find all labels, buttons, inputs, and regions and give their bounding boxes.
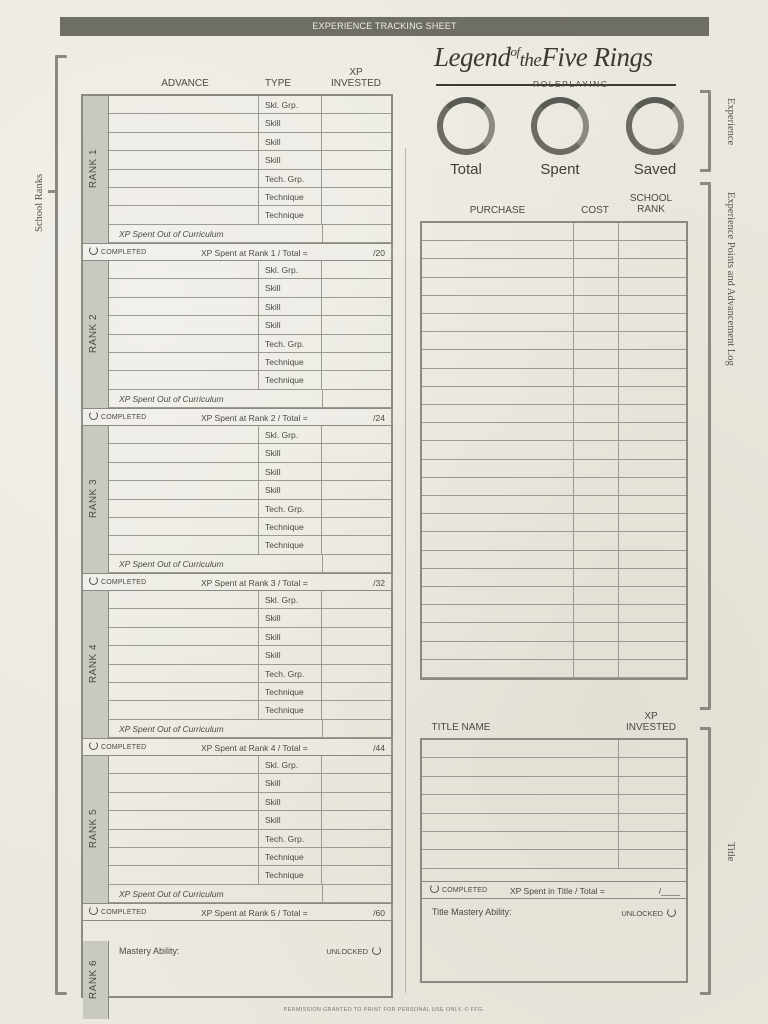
- advance-row: [109, 316, 391, 334]
- purchase-row[interactable]: [422, 623, 686, 641]
- advance-cell[interactable]: [109, 683, 259, 700]
- xp-cell[interactable]: [322, 133, 391, 150]
- logo: [434, 42, 679, 84]
- type-cell: Technique: [259, 353, 322, 370]
- ring-checkbox-icon: [89, 576, 98, 585]
- unlocked-checkbox[interactable]: [326, 946, 381, 956]
- title-row[interactable]: [422, 740, 686, 758]
- logo-of: of: [510, 44, 520, 59]
- advance-cell[interactable]: [109, 701, 259, 718]
- advance-cell[interactable]: [109, 463, 259, 480]
- rank-label: RANK 5: [88, 809, 100, 849]
- advance-cell[interactable]: [109, 279, 259, 296]
- out-of-curriculum-label: XP Spent Out of Curriculum: [119, 888, 224, 899]
- xp-cell[interactable]: [322, 444, 391, 461]
- completed-checkbox[interactable]: [89, 739, 146, 757]
- type-cell: Skl. Grp.: [259, 426, 322, 443]
- purchase-row[interactable]: [422, 259, 686, 277]
- advance-cell[interactable]: [109, 665, 259, 682]
- advancement-brace-cap-top: [700, 182, 710, 185]
- rank-total-label: XP Spent at Rank 5 / Total =: [201, 907, 308, 918]
- advance-row: [109, 114, 391, 132]
- experience-brace: [708, 90, 711, 172]
- xp-cell[interactable]: [322, 811, 391, 828]
- type-cell: Technique: [259, 188, 322, 205]
- title-table: [420, 738, 688, 983]
- advance-cell[interactable]: [109, 114, 259, 131]
- completed-label: COMPLETED: [442, 886, 488, 894]
- xp-cell[interactable]: [322, 170, 391, 187]
- rank-total-max: /20: [373, 247, 385, 258]
- ring-checkbox-icon: [89, 246, 98, 255]
- type-cell: Tech. Grp.: [259, 170, 322, 187]
- xp-cell[interactable]: [322, 353, 391, 370]
- out-of-curriculum-row[interactable]: [109, 390, 391, 408]
- advance-row: [109, 536, 391, 554]
- advance-cell[interactable]: [109, 353, 259, 370]
- type-cell: Skill: [259, 481, 322, 498]
- rank-strip: [83, 591, 109, 738]
- type-cell: Skill: [259, 316, 322, 333]
- xp-cell[interactable]: [322, 335, 391, 352]
- completed-checkbox[interactable]: [89, 409, 146, 427]
- rank-strip: [83, 261, 109, 408]
- logo-subtitle: ROLEPLAYING: [533, 79, 609, 89]
- type-cell: Technique: [259, 701, 322, 718]
- advance-row: [109, 793, 391, 811]
- out-of-curriculum-label: XP Spent Out of Curriculum: [119, 723, 224, 734]
- xp-cell[interactable]: [322, 609, 391, 626]
- xp-cell[interactable]: [322, 426, 391, 443]
- advancement-log-label: Experience Points and Advancement Log: [725, 192, 736, 366]
- type-cell: Tech. Grp.: [259, 500, 322, 517]
- ring-checkbox-icon: [89, 906, 98, 915]
- rank-total-row: [81, 573, 393, 591]
- out-of-curriculum-label: XP Spent Out of Curriculum: [119, 228, 224, 239]
- xp-cell[interactable]: [322, 151, 391, 168]
- advance-cell[interactable]: [109, 335, 259, 352]
- title-row[interactable]: [422, 832, 686, 850]
- advance-cell[interactable]: [109, 298, 259, 315]
- type-header: TYPE: [264, 78, 292, 89]
- type-cell: Skill: [259, 811, 322, 828]
- title-total-row: [422, 881, 686, 899]
- advance-row: [109, 426, 391, 444]
- out-of-curriculum-label: XP Spent Out of Curriculum: [119, 558, 224, 569]
- advance-cell[interactable]: [109, 206, 259, 223]
- advance-cell[interactable]: [109, 811, 259, 828]
- ring-checkbox-icon: [372, 946, 381, 955]
- advance-row: [109, 170, 391, 188]
- advance-cell[interactable]: [109, 96, 259, 113]
- advance-cell[interactable]: [109, 316, 259, 333]
- type-cell: Skill: [259, 609, 322, 626]
- column-divider: [573, 223, 574, 678]
- purchase-row[interactable]: [422, 423, 686, 441]
- xp-cell[interactable]: [322, 866, 391, 883]
- saved-xp-ring[interactable]: [626, 97, 684, 155]
- xp-cell[interactable]: [322, 646, 391, 663]
- advance-cell[interactable]: [109, 500, 259, 517]
- out-of-curriculum-row[interactable]: [109, 225, 391, 243]
- school-ranks-brace: [55, 55, 58, 995]
- rank-label: RANK 3: [88, 479, 100, 519]
- type-cell: Skl. Grp.: [259, 756, 322, 773]
- out-of-curriculum-row[interactable]: [109, 555, 391, 573]
- rank-total-label: XP Spent at Rank 2 / Total =: [201, 412, 308, 423]
- rank-label: RANK 4: [88, 644, 100, 684]
- unlocked-label: UNLOCKED: [621, 908, 663, 918]
- out-of-curriculum-xp-cell[interactable]: [322, 555, 391, 572]
- purchase-row[interactable]: [422, 223, 686, 241]
- rank-total-max: /44: [373, 742, 385, 753]
- xp-cell[interactable]: [322, 316, 391, 333]
- xp-cell[interactable]: [322, 848, 391, 865]
- completed-label: COMPLETED: [101, 413, 147, 421]
- title-name-header: TITLE NAME: [431, 722, 491, 733]
- xp-cell[interactable]: [322, 371, 391, 388]
- xp-cell[interactable]: [322, 298, 391, 315]
- advance-row: [109, 335, 391, 353]
- purchase-row[interactable]: [422, 296, 686, 314]
- type-cell: Technique: [259, 848, 322, 865]
- advance-cell[interactable]: [109, 518, 259, 535]
- title-row[interactable]: [422, 777, 686, 795]
- advance-row: [109, 756, 391, 774]
- type-cell: Technique: [259, 206, 322, 223]
- advance-cell[interactable]: [109, 756, 259, 773]
- type-cell: Skill: [259, 646, 322, 663]
- xp-cell[interactable]: [322, 756, 391, 773]
- total-caption: Total: [450, 161, 482, 178]
- type-cell: Skill: [259, 628, 322, 645]
- type-cell: Technique: [259, 536, 322, 553]
- purchase-row[interactable]: [422, 405, 686, 423]
- type-cell: Skl. Grp.: [259, 261, 322, 278]
- advance-row: [109, 353, 391, 371]
- advance-cell[interactable]: [109, 170, 259, 187]
- purchase-row[interactable]: [422, 605, 686, 623]
- out-of-curriculum-row[interactable]: [109, 720, 391, 738]
- title-brace: [708, 727, 711, 995]
- xp-cell[interactable]: [322, 96, 391, 113]
- purchase-row[interactable]: [422, 314, 686, 332]
- logo-legend: Legend: [434, 42, 511, 72]
- rank-block: [83, 96, 391, 261]
- advance-cell[interactable]: [109, 371, 259, 388]
- purchase-row[interactable]: [422, 514, 686, 532]
- out-of-curriculum-xp-cell[interactable]: [322, 885, 391, 902]
- xp-cell[interactable]: [322, 591, 391, 608]
- title-label: Title: [725, 842, 736, 862]
- purchase-row[interactable]: [422, 478, 686, 496]
- title-brace-cap-bottom: [700, 992, 710, 995]
- header-bar: [60, 17, 709, 36]
- xp-cell[interactable]: [322, 830, 391, 847]
- rank-label: RANK 6: [88, 959, 100, 1000]
- advance-row: [109, 444, 391, 462]
- advance-cell[interactable]: [109, 866, 259, 883]
- xp-cell[interactable]: [322, 774, 391, 791]
- rank-label: RANK 1: [88, 149, 100, 189]
- column-divider: [618, 740, 619, 869]
- advance-row: [109, 371, 391, 389]
- advance-row: [109, 811, 391, 829]
- type-cell: Skill: [259, 298, 322, 315]
- title-row[interactable]: [422, 795, 686, 813]
- advance-cell[interactable]: [109, 591, 259, 608]
- brace-cap-bottom: [55, 992, 67, 995]
- completed-checkbox[interactable]: [430, 882, 487, 900]
- advance-row: [109, 665, 391, 683]
- title-total-label: XP Spent in Title / Total =: [510, 885, 605, 896]
- advance-row: [109, 774, 391, 792]
- purchase-row[interactable]: [422, 241, 686, 259]
- advance-row: [109, 500, 391, 518]
- xp-cell[interactable]: [322, 261, 391, 278]
- advance-cell[interactable]: [109, 188, 259, 205]
- purchase-row[interactable]: [422, 532, 686, 550]
- advance-cell[interactable]: [109, 830, 259, 847]
- mastery-ability-label: Mastery Ability:: [119, 946, 180, 956]
- rank-strip: [83, 96, 109, 243]
- experience-brace-cap-bottom: [700, 169, 710, 172]
- out-of-curriculum-xp-cell[interactable]: [322, 225, 391, 242]
- out-of-curriculum-xp-cell[interactable]: [322, 720, 391, 737]
- advance-row: [109, 481, 391, 499]
- ring-checkbox-icon: [89, 411, 98, 420]
- xp-cell[interactable]: [322, 665, 391, 682]
- sheet-title: EXPERIENCE TRACKING SHEET: [312, 21, 457, 31]
- type-cell: Skill: [259, 774, 322, 791]
- rank-total-row: [81, 738, 393, 756]
- advance-row: [109, 298, 391, 316]
- purchase-table: [420, 221, 688, 680]
- type-cell: Skill: [259, 133, 322, 150]
- rank-block: [83, 426, 391, 591]
- rank-total-max: /24: [373, 412, 385, 423]
- completed-label: COMPLETED: [101, 743, 147, 751]
- type-cell: Tech. Grp.: [259, 335, 322, 352]
- purchase-row[interactable]: [422, 387, 686, 405]
- advance-cell[interactable]: [109, 848, 259, 865]
- advance-row: [109, 646, 391, 664]
- saved-caption: Saved: [633, 161, 677, 178]
- rank-total-label: XP Spent at Rank 1 / Total =: [201, 247, 308, 258]
- school-ranks-label: School Ranks: [34, 173, 45, 232]
- advance-cell[interactable]: [109, 536, 259, 553]
- advance-row: [109, 848, 391, 866]
- rank-strip: [83, 426, 109, 573]
- type-cell: Skl. Grp.: [259, 591, 322, 608]
- advance-cell[interactable]: [109, 628, 259, 645]
- advance-cell[interactable]: [109, 151, 259, 168]
- spent-xp-ring[interactable]: [531, 97, 589, 155]
- advance-row: [109, 866, 391, 884]
- advance-row: [109, 518, 391, 536]
- advance-row: [109, 830, 391, 848]
- purchase-row[interactable]: [422, 496, 686, 514]
- type-cell: Technique: [259, 371, 322, 388]
- purchase-row[interactable]: [422, 460, 686, 478]
- type-cell: Technique: [259, 866, 322, 883]
- xp-cell[interactable]: [322, 481, 391, 498]
- advance-row: [109, 683, 391, 701]
- advance-row: [109, 463, 391, 481]
- total-xp-ring[interactable]: [437, 97, 495, 155]
- ring-checkbox-icon: [667, 908, 676, 917]
- ring-checkbox-icon: [430, 884, 439, 893]
- xp-cell[interactable]: [322, 114, 391, 131]
- completed-label: COMPLETED: [101, 578, 147, 586]
- rank-total-label: XP Spent at Rank 4 / Total =: [201, 742, 308, 753]
- xp-invested-header: XP INVESTED: [330, 67, 381, 89]
- type-cell: Skill: [259, 793, 322, 810]
- advancement-brace: [708, 182, 711, 710]
- type-cell: Skill: [259, 444, 322, 461]
- purchase-row[interactable]: [422, 332, 686, 350]
- advance-cell[interactable]: [109, 609, 259, 626]
- purchase-row[interactable]: [422, 642, 686, 660]
- xp-cell[interactable]: [322, 188, 391, 205]
- cost-header: COST: [581, 205, 609, 216]
- experience-brace-cap-top: [700, 90, 710, 93]
- column-separator: [405, 148, 406, 993]
- completed-checkbox[interactable]: [89, 574, 146, 592]
- rank-label: RANK 2: [88, 314, 100, 354]
- title-row[interactable]: [422, 814, 686, 832]
- spent-caption: Spent: [540, 161, 580, 178]
- type-cell: Skill: [259, 114, 322, 131]
- xp-cell[interactable]: [322, 500, 391, 517]
- type-cell: Skill: [259, 151, 322, 168]
- completed-checkbox[interactable]: [89, 244, 146, 262]
- rank-block: [83, 591, 391, 756]
- type-cell: Technique: [259, 683, 322, 700]
- advance-row: [109, 151, 391, 169]
- advance-cell[interactable]: [109, 426, 259, 443]
- advance-row: [109, 609, 391, 627]
- purchase-row[interactable]: [422, 587, 686, 605]
- out-of-curriculum-label: XP Spent Out of Curriculum: [119, 393, 224, 404]
- completed-label: COMPLETED: [101, 248, 147, 256]
- rank-block: [83, 756, 391, 921]
- rank-total-label: XP Spent at Rank 3 / Total =: [201, 577, 308, 588]
- experience-label: Experience: [725, 98, 736, 146]
- title-brace-cap-top: [700, 727, 710, 730]
- brace-cap-top: [55, 55, 67, 58]
- advance-cell[interactable]: [109, 133, 259, 150]
- xp-cell[interactable]: [322, 536, 391, 553]
- advance-cell[interactable]: [109, 444, 259, 461]
- title-xp-header: XP INVESTED: [625, 711, 676, 733]
- advance-cell[interactable]: [109, 646, 259, 663]
- advance-row: [109, 261, 391, 279]
- rank-total-max: /60: [373, 907, 385, 918]
- advance-row: [109, 133, 391, 151]
- purchase-row[interactable]: [422, 369, 686, 387]
- type-cell: Tech. Grp.: [259, 830, 322, 847]
- advance-cell[interactable]: [109, 774, 259, 791]
- advance-row: [109, 591, 391, 609]
- out-of-curriculum-row[interactable]: [109, 885, 391, 903]
- logo-the: the: [519, 50, 542, 71]
- xp-cell[interactable]: [322, 518, 391, 535]
- type-cell: Skl. Grp.: [259, 96, 322, 113]
- completed-checkbox[interactable]: [89, 904, 146, 922]
- xp-cell[interactable]: [322, 628, 391, 645]
- xp-cell[interactable]: [322, 683, 391, 700]
- xp-cell[interactable]: [322, 206, 391, 223]
- title-row[interactable]: [422, 758, 686, 776]
- xp-cell[interactable]: [322, 701, 391, 718]
- type-cell: Skill: [259, 463, 322, 480]
- advance-cell[interactable]: [109, 261, 259, 278]
- title-row[interactable]: [422, 850, 686, 868]
- advance-row: [109, 628, 391, 646]
- logo-five-rings: Five Rings: [541, 42, 653, 72]
- rank-total-max: /32: [373, 577, 385, 588]
- purchase-row[interactable]: [422, 569, 686, 587]
- rank-strip: [83, 756, 109, 903]
- title-unlocked-checkbox[interactable]: [621, 908, 676, 918]
- advance-cell[interactable]: [109, 481, 259, 498]
- purchase-row[interactable]: [422, 660, 686, 678]
- purchase-header: PURCHASE: [469, 205, 526, 216]
- out-of-curriculum-xp-cell[interactable]: [322, 390, 391, 407]
- ring-checkbox-icon: [89, 741, 98, 750]
- xp-cell[interactable]: [322, 463, 391, 480]
- advance-row: [109, 206, 391, 224]
- column-divider: [618, 223, 619, 678]
- purchase-row[interactable]: [422, 441, 686, 459]
- completed-label: COMPLETED: [101, 908, 147, 916]
- advance-row: [109, 279, 391, 297]
- xp-cell[interactable]: [322, 793, 391, 810]
- purchase-row[interactable]: [422, 278, 686, 296]
- advancement-brace-cap-bottom: [700, 707, 710, 710]
- type-cell: Skill: [259, 279, 322, 296]
- advance-header: ADVANCE: [161, 78, 209, 89]
- rank-total-row: [81, 903, 393, 921]
- rank-total-row: [81, 408, 393, 426]
- title-total-max: /____: [658, 885, 680, 896]
- type-cell: Tech. Grp.: [259, 665, 322, 682]
- title-mastery-label: Title Mastery Ability:: [432, 906, 512, 917]
- purchase-row[interactable]: [422, 350, 686, 368]
- school-rank-header: SCHOOL RANK: [629, 193, 673, 215]
- purchase-row[interactable]: [422, 551, 686, 569]
- brace-point: [48, 190, 58, 193]
- advance-row: [109, 188, 391, 206]
- footer-permission: PERMISSION GRANTED TO PRINT FOR PERSONAL USE ONLY. © FFG.: [283, 1007, 485, 1013]
- xp-cell[interactable]: [322, 279, 391, 296]
- type-cell: Technique: [259, 518, 322, 535]
- rank-block: [83, 261, 391, 426]
- unlocked-label: UNLOCKED: [326, 947, 368, 956]
- advance-row: [109, 701, 391, 719]
- rank-total-row: [81, 243, 393, 261]
- advance-cell[interactable]: [109, 793, 259, 810]
- advance-row: [109, 96, 391, 114]
